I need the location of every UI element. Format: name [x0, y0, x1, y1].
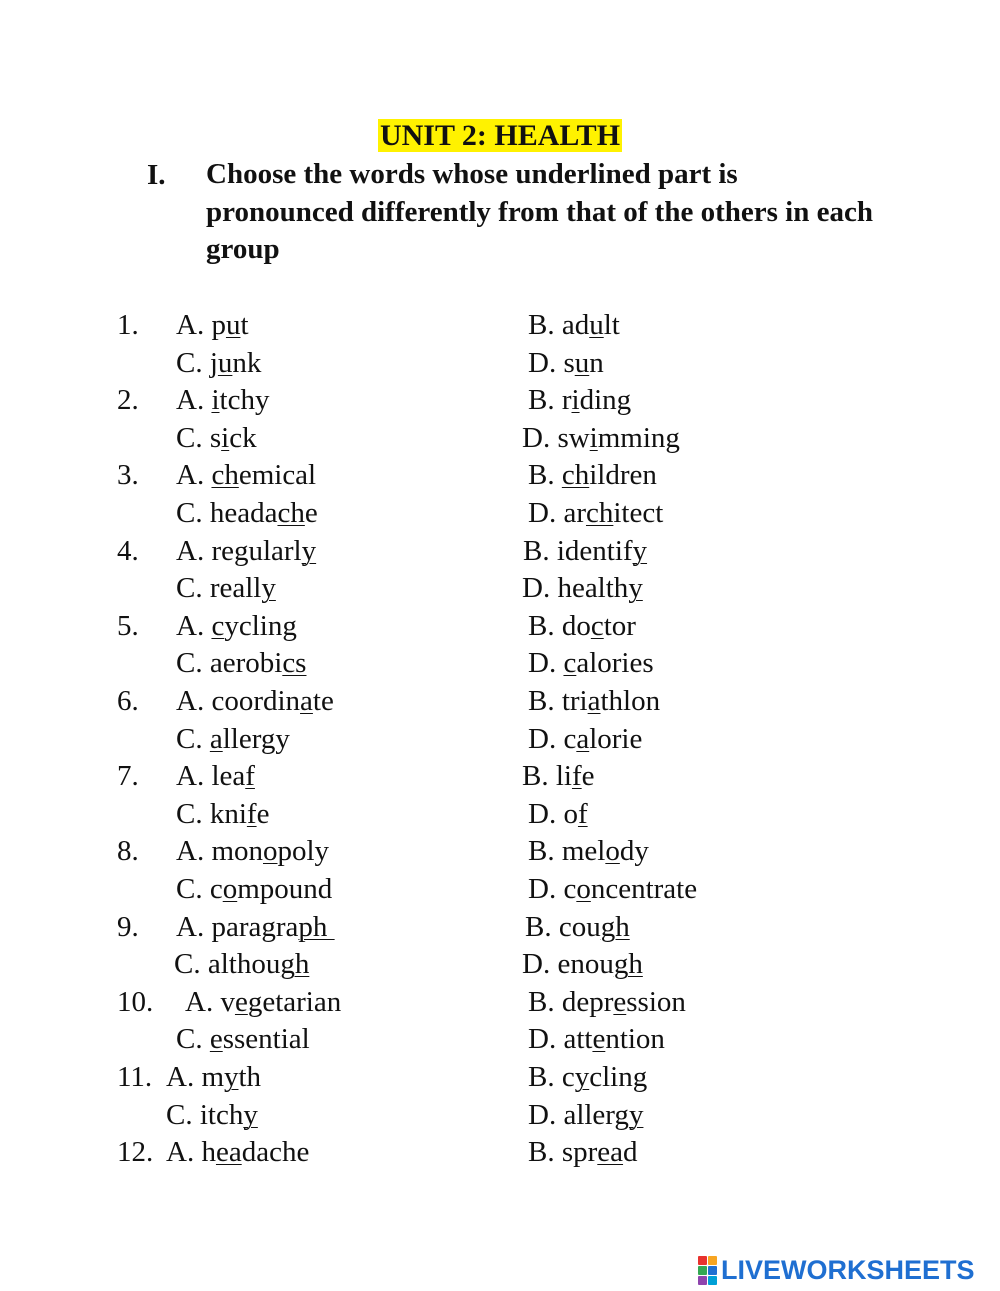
option-a-prefix: A. regularl [176, 534, 302, 567]
option-d-suffix: ntion [605, 1023, 665, 1056]
logo-tiles-icon [698, 1256, 717, 1285]
option-b-suffix: cling [589, 1061, 648, 1093]
option-d-underlined: gh [613, 948, 643, 981]
option-c-prefix: C. [176, 1023, 210, 1056]
option-b-prefix: B. li [522, 760, 572, 793]
option-c [176, 570, 276, 606]
option-b-prefix: B. [528, 459, 562, 492]
option-b-suffix: d [623, 1136, 638, 1169]
option-c [176, 796, 269, 832]
option-c-prefix: C. j [176, 346, 218, 379]
option-a-underlined: ph [298, 910, 335, 943]
logo-tile [708, 1256, 717, 1265]
option-d [522, 946, 643, 982]
option-a [176, 683, 334, 719]
option-c-prefix: C. kni [176, 797, 247, 830]
option-d [528, 1097, 643, 1133]
question-number: 6. [117, 685, 139, 717]
option-d-prefix: D. o [528, 797, 578, 830]
option-b-prefix: B. depr [528, 985, 614, 1018]
option-d-prefix: D. allerg [528, 1098, 629, 1131]
option-a [176, 608, 297, 644]
option-c-prefix: C. s [176, 421, 222, 454]
option-d-suffix: alories [576, 647, 654, 680]
option-b [528, 608, 636, 644]
option-d-suffix: ncentrate [590, 873, 698, 905]
option-a-underlined: y [224, 1061, 239, 1093]
option-c [166, 1097, 258, 1133]
section-instruction: Choose the words whose underlined part is pronounced differently from that of the others in each group [206, 158, 873, 265]
question-number: 8. [117, 835, 139, 868]
option-b-prefix: B. identif [523, 534, 633, 567]
option-a-underlined: e [234, 985, 248, 1018]
option-d [522, 570, 643, 606]
option-a-underlined: u [225, 309, 241, 341]
option-d [528, 495, 663, 531]
option-a-underlined: o [263, 835, 278, 868]
option-b-suffix: ildren [589, 459, 657, 492]
option-a-suffix: dache [241, 1136, 310, 1169]
option-b-underlined: e [613, 985, 627, 1018]
option-a-suffix: th [238, 1061, 262, 1093]
option-b-prefix: B. tri [528, 685, 588, 717]
option-d-underlined: e [592, 1023, 606, 1056]
option-d [528, 721, 642, 757]
option-a-suffix: emical [238, 459, 317, 492]
option-b-underlined: o [605, 835, 620, 868]
option-d-underlined: ch [585, 497, 614, 529]
option-b [528, 382, 631, 418]
option-c-prefix: C. althou [174, 948, 281, 981]
option-c [176, 345, 261, 381]
option-d-prefix: D. health [522, 572, 629, 605]
option-b-prefix: B. c [528, 1061, 575, 1093]
option-d [528, 345, 604, 381]
option-d-underlined: y [628, 1098, 644, 1131]
question-number: 12. [117, 1136, 154, 1169]
question-number: 7. [117, 760, 139, 793]
option-b-underlined: f [571, 760, 582, 793]
option-a-underlined: i [211, 384, 220, 417]
option-a-prefix: A. [176, 384, 212, 417]
option-d-prefix: D. c [528, 873, 577, 905]
option-b-suffix: thlon [600, 685, 661, 717]
question-number: 11. [117, 1061, 153, 1093]
option-c-suffix: e [256, 797, 270, 830]
option-a-prefix: A. coordin [176, 685, 301, 717]
option-a-prefix: A. paragra [176, 910, 299, 943]
option-b-suffix: tor [603, 609, 636, 642]
option-d [528, 1021, 665, 1057]
option-b-underlined: i [571, 384, 580, 417]
option-b-underlined: ch [561, 459, 590, 492]
option-b [528, 683, 660, 719]
option-d-prefix: D. ar [528, 497, 586, 529]
option-c-suffix: nk [232, 346, 262, 379]
option-a-prefix: A. [176, 459, 212, 492]
option-a [176, 833, 329, 869]
option-b-prefix: B. ad [528, 309, 590, 341]
option-c [176, 721, 290, 757]
option-c-prefix: C. itch [166, 1098, 244, 1131]
option-c-prefix: C. heada [176, 497, 278, 529]
option-a-prefix: A. h [166, 1136, 216, 1169]
option-a-underlined: y [301, 534, 317, 567]
option-a [185, 984, 341, 1020]
option-b [528, 984, 686, 1020]
option-a-prefix: A. lea [176, 760, 246, 793]
option-b-underlined: ea [597, 1136, 624, 1169]
option-a-prefix: A. v [185, 985, 235, 1018]
option-c-underlined: ch [277, 497, 305, 529]
option-d [528, 871, 697, 907]
option-b-underlined: y [574, 1061, 590, 1093]
option-c [176, 871, 332, 907]
option-b-prefix: B. mel [528, 835, 606, 868]
liveworksheets-logo [698, 1252, 975, 1288]
title-text: UNIT 2: HEALTH [379, 119, 621, 152]
option-a-suffix: te [312, 685, 334, 717]
option-d-prefix: D. att [528, 1023, 593, 1056]
option-a-underlined: c [211, 609, 225, 642]
option-a [166, 1134, 309, 1170]
option-c [176, 645, 306, 681]
logo-tile [708, 1266, 717, 1275]
option-c-prefix: C. [176, 722, 210, 755]
option-c-prefix: C. reall [176, 572, 262, 605]
option-d-prefix: D. enou [522, 948, 614, 981]
option-d-underlined: i [589, 421, 598, 454]
option-b [525, 909, 630, 945]
option-a-prefix: A. [176, 609, 212, 642]
option-d-underlined: f [577, 797, 588, 830]
option-d-underlined: a [576, 722, 590, 755]
option-c-suffix: llergy [222, 722, 290, 755]
option-b-underlined: gh [600, 910, 630, 943]
option-d-underlined: o [576, 873, 591, 905]
option-b-underlined: y [632, 534, 648, 567]
option-c-underlined: a [209, 722, 223, 755]
option-c [174, 946, 309, 982]
option-a [176, 909, 335, 945]
option-b-suffix: e [581, 760, 595, 793]
option-c [176, 495, 318, 531]
option-a-underlined: ch [211, 459, 239, 492]
option-c-underlined: u [217, 346, 233, 379]
option-a [176, 457, 316, 493]
option-a-prefix: A. p [176, 309, 226, 341]
option-b-prefix: B. cou [525, 910, 601, 943]
question-number: 9. [117, 910, 139, 943]
logo-tile [698, 1276, 707, 1285]
option-b [528, 457, 657, 493]
option-b-prefix: B. r [528, 384, 572, 417]
option-d-underlined: c [563, 647, 577, 680]
option-a-suffix: t [240, 309, 249, 341]
option-c-prefix: C. c [176, 873, 223, 905]
option-c [176, 1021, 310, 1057]
option-d-suffix: n [589, 346, 604, 379]
option-a-suffix: tchy [219, 384, 270, 417]
option-c-underlined: o [222, 873, 238, 905]
question-number: 10. [117, 985, 154, 1018]
logo-tile [708, 1276, 717, 1285]
option-c [176, 420, 257, 456]
option-b [528, 1134, 638, 1170]
option-d [528, 645, 654, 681]
option-b-suffix: ssion [626, 985, 686, 1018]
option-a-underlined: f [245, 760, 255, 793]
option-d-prefix: D. c [528, 722, 577, 755]
option-b [528, 1059, 647, 1095]
option-a-underlined: a [300, 685, 313, 717]
option-c-underlined: e [209, 1023, 223, 1056]
option-c-suffix: mpound [237, 873, 333, 905]
option-b-suffix: lt [603, 309, 620, 341]
option-b [528, 833, 649, 869]
logo-tile [698, 1266, 707, 1275]
logo-tile [698, 1256, 707, 1265]
option-c-underlined: y [243, 1098, 258, 1131]
option-a-prefix: A. mon [176, 835, 263, 868]
option-c-underlined: i [221, 421, 230, 454]
option-a [166, 1059, 261, 1095]
option-d-prefix: D. [528, 647, 564, 680]
option-d-underlined: u [574, 346, 590, 379]
option-d-suffix: lorie [589, 722, 643, 755]
option-b-prefix: B. spr [528, 1136, 598, 1169]
option-b-underlined: c [590, 609, 604, 642]
option-c-underlined: f [246, 797, 257, 830]
option-c-suffix: ssential [222, 1023, 310, 1056]
option-a [176, 307, 249, 343]
option-a-suffix: ycling [224, 609, 297, 642]
option-d [522, 420, 680, 456]
option-b [523, 533, 647, 569]
option-c-prefix: C. aerobi [176, 647, 283, 680]
option-a [176, 382, 269, 418]
option-d [528, 796, 588, 832]
question-number: 3. [117, 459, 139, 492]
option-b [522, 758, 595, 794]
option-b-suffix: ding [579, 384, 632, 417]
option-a [176, 758, 255, 794]
option-c-underlined: cs [282, 647, 307, 680]
option-d-suffix: itect [613, 497, 664, 529]
question-number: 2. [117, 384, 139, 417]
question-number: 4. [117, 534, 139, 567]
logo-text: LIVEWORKSHEETS [721, 1254, 975, 1285]
option-b-underlined: a [587, 685, 601, 717]
option-d-prefix: D. s [528, 346, 575, 379]
option-b-prefix: B. do [528, 609, 591, 642]
option-a-suffix: poly [277, 835, 330, 868]
option-b-underlined: u [589, 309, 604, 341]
option-b-suffix: dy [619, 835, 649, 868]
page-title [0, 116, 1000, 156]
option-c-underlined: gh [280, 948, 310, 981]
option-d-suffix: mming [597, 421, 680, 454]
option-c-suffix: e [304, 497, 318, 529]
option-a-prefix: A. m [166, 1061, 224, 1093]
option-c-underlined: y [261, 572, 276, 605]
option-c-suffix: ck [229, 421, 257, 454]
option-a-suffix: getarian [247, 985, 342, 1018]
option-b [528, 307, 620, 343]
section-number: I. [147, 159, 166, 191]
option-d-underlined: y [628, 572, 643, 605]
option-a [176, 533, 316, 569]
option-d-prefix: D. sw [522, 421, 590, 454]
option-a-underlined: ea [215, 1136, 242, 1169]
question-number: 5. [117, 609, 139, 642]
question-number: 1. [117, 309, 139, 341]
